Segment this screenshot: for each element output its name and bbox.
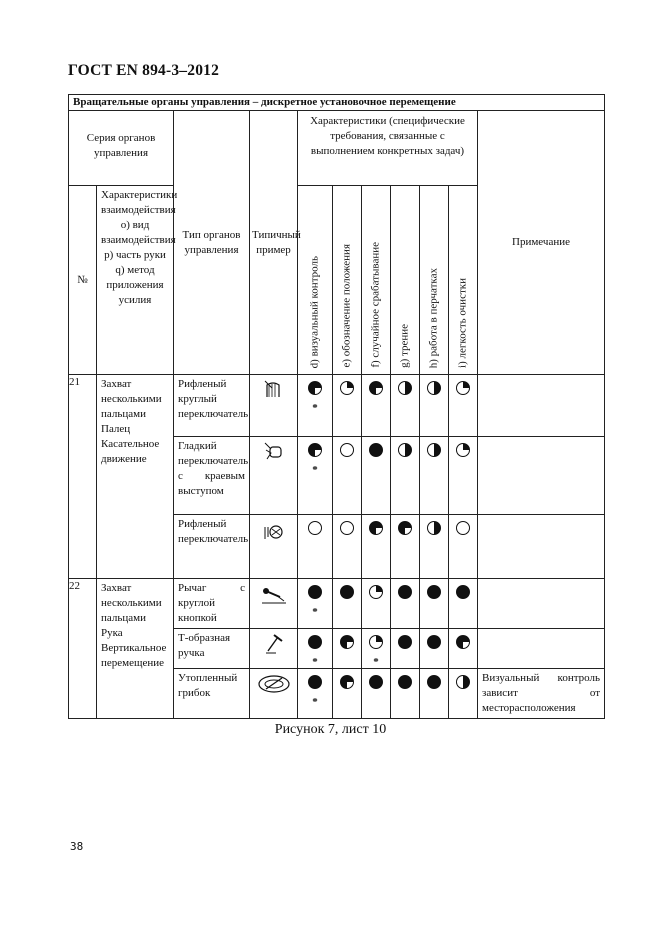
- typical-example-cell: [250, 375, 298, 437]
- header-char-3: g) трение: [391, 186, 420, 375]
- rating-cell: [362, 375, 391, 437]
- rating-full-icon: [427, 675, 441, 689]
- knurled-switch-icon: [261, 536, 287, 548]
- table-row: [69, 579, 605, 629]
- rating-full-icon: [369, 675, 383, 689]
- rating-full-icon: [398, 585, 412, 599]
- header-char-2: f) случайное срабатывание: [362, 186, 391, 375]
- asterisk-icon: *: [312, 606, 318, 618]
- rating-cell: [298, 669, 333, 719]
- control-type: Рифленый круглый переключатель: [174, 375, 250, 437]
- rating-cell: [449, 669, 478, 719]
- rating-cell: [362, 669, 391, 719]
- rating-quarter-icon: [369, 585, 383, 599]
- typical-example-cell: [250, 515, 298, 579]
- control-type: Гладкий переключатель с краевым выступом: [174, 437, 250, 515]
- rating-full-icon: [369, 443, 383, 457]
- rating-cell: [420, 437, 449, 515]
- rating-cell: [362, 515, 391, 579]
- rating-cell: [298, 579, 333, 629]
- header-series: Серия органов управления: [69, 111, 174, 186]
- rating-full-icon: [398, 675, 412, 689]
- rating-cell: [333, 515, 362, 579]
- rating-full-icon: [308, 675, 322, 689]
- rating-three-quarter-icon: [340, 675, 354, 689]
- note-cell: Визуальный контроль зависит от месторасположения: [478, 669, 605, 719]
- rating-three-quarter-icon: [308, 443, 322, 457]
- rating-half-icon: [427, 443, 441, 457]
- table-banner: Вращательные органы управления – дискретное установочное перемещение: [69, 95, 605, 111]
- smooth-knob-with-edge-icon: [263, 454, 285, 466]
- document-title: ГОСТ EN 894-3–2012: [68, 62, 220, 79]
- rating-cell: [362, 437, 391, 515]
- rating-half-icon: [398, 381, 412, 395]
- rating-full-icon: [427, 585, 441, 599]
- rating-three-quarter-icon: [308, 381, 322, 395]
- rating-half-icon: [427, 521, 441, 535]
- note-cell: [478, 515, 605, 579]
- group-number: 22: [69, 579, 97, 719]
- rating-cell: [391, 579, 420, 629]
- note-cell: [478, 579, 605, 629]
- rating-full-icon: [456, 585, 470, 599]
- control-type: Утопленный грибок: [174, 669, 250, 719]
- recessed-mushroom-icon: [257, 686, 291, 698]
- note-cell: [478, 629, 605, 669]
- rating-full-icon: [427, 635, 441, 649]
- group-interaction: Захват несколькими пальцами Палец Касательное движение: [97, 375, 174, 579]
- control-type: Т-образная ручка: [174, 629, 250, 669]
- rating-cell: [391, 669, 420, 719]
- asterisk-icon: *: [312, 656, 318, 668]
- note-cell: [478, 437, 605, 515]
- rating-cell: [449, 629, 478, 669]
- control-type: Рифленый переключатель: [174, 515, 250, 579]
- rating-full-icon: [340, 585, 354, 599]
- rating-empty-icon: [308, 521, 322, 535]
- rating-half-icon: [427, 381, 441, 395]
- asterisk-icon: *: [373, 656, 379, 668]
- rating-three-quarter-icon: [369, 521, 383, 535]
- rating-cell: [420, 375, 449, 437]
- rating-cell: [449, 437, 478, 515]
- note-cell: [478, 375, 605, 437]
- rating-cell: [391, 515, 420, 579]
- rating-cell: [298, 375, 333, 437]
- rating-cell: [298, 515, 333, 579]
- header-char-4: h) работа в перчатках: [420, 186, 449, 375]
- rating-cell: [298, 629, 333, 669]
- rating-cell: [333, 629, 362, 669]
- rating-three-quarter-icon: [369, 381, 383, 395]
- control-type: Рычаг с круглой кнопкой: [174, 579, 250, 629]
- rating-quarter-icon: [456, 381, 470, 395]
- rating-full-icon: [398, 635, 412, 649]
- rating-three-quarter-icon: [340, 635, 354, 649]
- rating-empty-icon: [340, 443, 354, 457]
- knurled-rotary-knob-icon: [263, 394, 285, 406]
- rating-cell: [333, 579, 362, 629]
- page-number: 38: [70, 840, 84, 853]
- rating-cell: [449, 375, 478, 437]
- asterisk-icon: *: [312, 464, 318, 476]
- rating-cell: [333, 437, 362, 515]
- header-interaction: Характеристики взаимодействия о) вид взаимодействия р) часть руки q) метод приложения усилия: [97, 186, 174, 375]
- rating-full-icon: [308, 635, 322, 649]
- rating-three-quarter-icon: [456, 635, 470, 649]
- typical-example-cell: [250, 437, 298, 515]
- rating-cell: [362, 629, 391, 669]
- typical-example-cell: [250, 579, 298, 629]
- rating-quarter-icon: [456, 443, 470, 457]
- rating-empty-icon: [340, 521, 354, 535]
- rating-cell: [391, 629, 420, 669]
- rating-cell: [420, 629, 449, 669]
- rating-empty-icon: [456, 521, 470, 535]
- typical-example-cell: [250, 629, 298, 669]
- rating-cell: [333, 669, 362, 719]
- header-control-type: Тип органов управления: [174, 111, 250, 375]
- group-interaction: Захват несколькими пальцами Рука Вертикальное перемещение: [97, 579, 174, 719]
- rating-half-icon: [456, 675, 470, 689]
- header-number: №: [69, 186, 97, 375]
- rating-cell: [298, 437, 333, 515]
- rating-cell: [362, 579, 391, 629]
- rating-cell: [333, 375, 362, 437]
- rating-quarter-icon: [340, 381, 354, 395]
- header-char-1: e) обозначение положения: [333, 186, 362, 375]
- group-number: 21: [69, 375, 97, 579]
- header-characteristics: Характеристики (специфические требования, связанные с выполнением конкретных задач): [298, 111, 478, 186]
- asterisk-icon: *: [312, 402, 318, 414]
- typical-example-cell: [250, 669, 298, 719]
- rating-cell: [449, 515, 478, 579]
- table-row: [69, 375, 605, 437]
- rating-cell: [420, 669, 449, 719]
- rating-cell: [420, 579, 449, 629]
- rating-full-icon: [308, 585, 322, 599]
- rating-cell: [391, 437, 420, 515]
- rating-half-icon: [398, 443, 412, 457]
- rating-cell: [449, 579, 478, 629]
- rating-cell: [391, 375, 420, 437]
- rating-quarter-icon: [369, 635, 383, 649]
- header-note: Примечание: [478, 111, 605, 375]
- asterisk-icon: *: [312, 696, 318, 708]
- header-typical-example: Типичный пример: [250, 111, 298, 375]
- rating-cell: [420, 515, 449, 579]
- header-char-5: i) легкость очистки: [449, 186, 478, 375]
- lever-round-button-icon: [258, 600, 290, 612]
- rating-three-quarter-icon: [398, 521, 412, 535]
- figure-caption: Рисунок 7, лист 10: [274, 722, 387, 737]
- header-char-0: d) визуальный контроль: [298, 186, 333, 375]
- controls-table: [68, 94, 605, 719]
- t-handle-icon: [262, 648, 286, 660]
